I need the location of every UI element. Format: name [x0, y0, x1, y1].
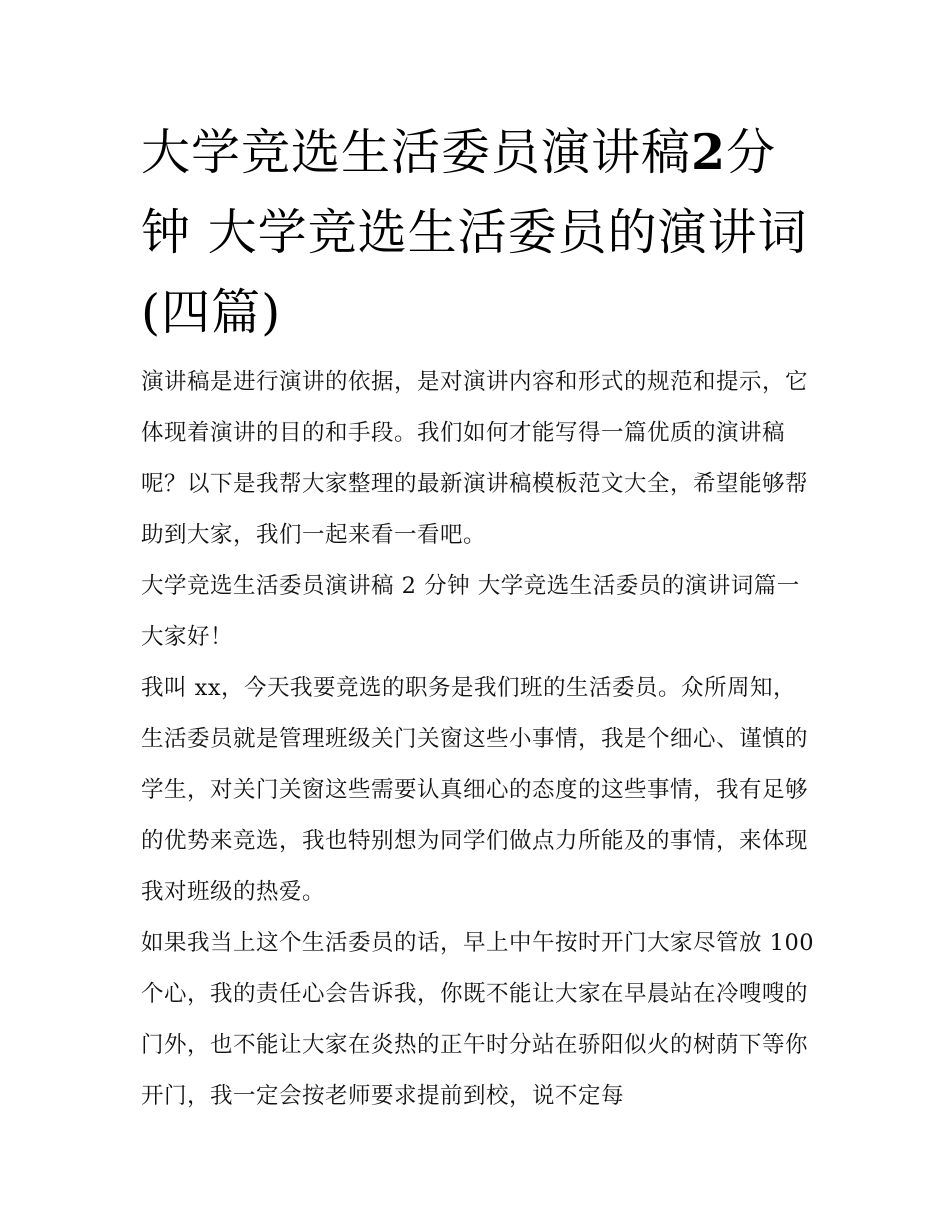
document-title: [141, 112, 816, 353]
self-introduction-paragraph: 我叫 xx，今天我要竞选的职务是我们班的生活委员。众所周知，生活委员就是管理班级关门关窗这些小事情，我是个细心、谨慎的学生，对关门关窗这些需要认真细心的态度的这些事情，我有足够的优势来竞选，我也特别想为同学们做点力所能及的事情，来体现我对班级的热爱。: [141, 675, 809, 905]
title-text-part2: 分钟 大学竞选生活委员的演讲词(四篇): [141, 124, 808, 341]
document-content: [141, 112, 816, 1122]
intro-paragraph: 演讲稿是进行演讲的依据，是对演讲内容和形式的规范和提示，它体现着演讲的目的和手段。我们如何才能写得一篇优质的演讲稿呢？以下是我帮大家整理的最新演讲稿模板范文大全，希望能够帮助到大家，我们一起来看一看吧。: [141, 369, 809, 548]
section-heading-paragraph: 大学竞选生活委员演讲稿 2 分钟 大学竞选生活委员的演讲词篇一 大家好！: [141, 573, 800, 650]
title-number: 2: [691, 123, 727, 181]
promise-paragraph: 如果我当上这个生活委员的话，早上中午按时开门大家尽管放 100 个心，我的责任心会告诉我，你既不能让大家在早晨站在冷嗖嗖的门外，也不能让大家在炎热的正午时分站在骄阳似火的树荫下等你开门，我一定会按老师要求提前到校，说不定每: [141, 930, 815, 1109]
document-body: [141, 357, 816, 1122]
title-text-part1: 大学竞选生活委员演讲稿: [141, 124, 692, 181]
